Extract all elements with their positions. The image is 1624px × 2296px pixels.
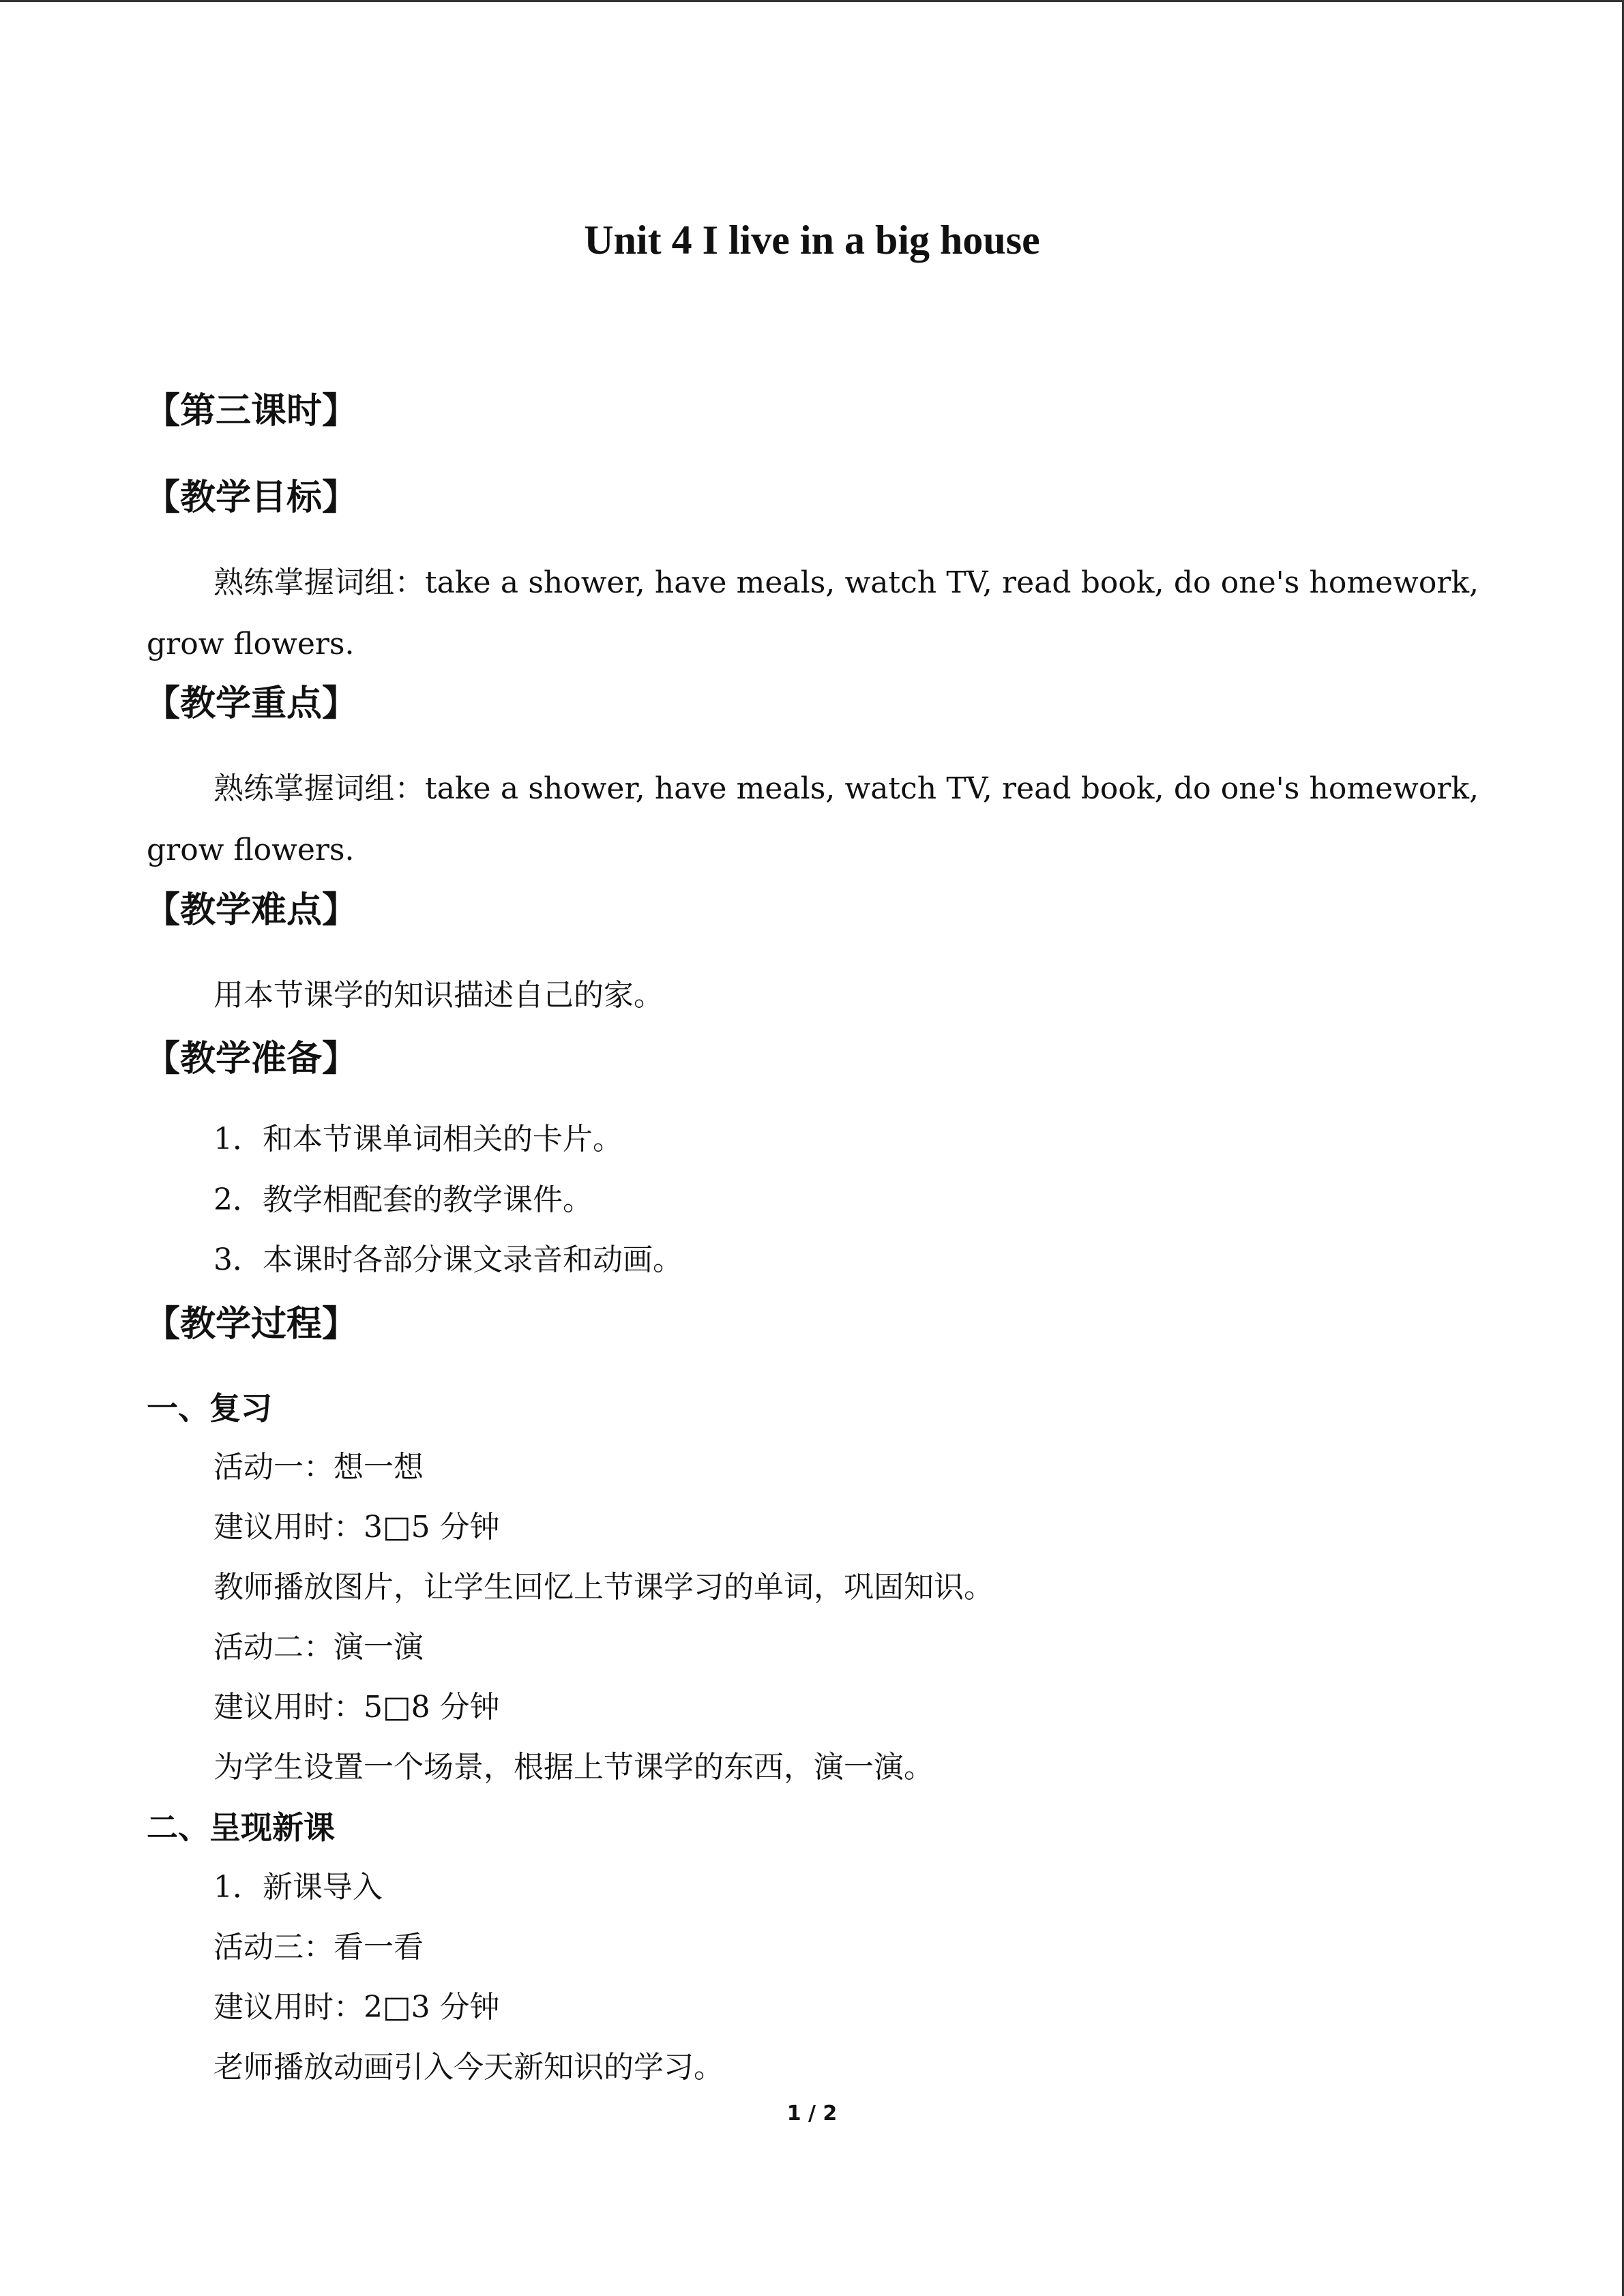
review-section-title: 一、复习: [147, 1390, 272, 1427]
review-line: 活动一：想一想: [213, 1450, 424, 1485]
page-number: 1 / 2: [786, 2102, 838, 2126]
preparation-item: 2．教学相配套的教学课件。: [213, 1182, 593, 1217]
objectives-heading: 【教学目标】: [145, 477, 358, 518]
new-lesson-line: 建议用时：2□3 分钟: [213, 1990, 500, 2025]
objectives-text: 熟练掌握词组：take a shower, have meals, watch TV, read book, do one's homework, grow flowers.: [147, 565, 1479, 661]
preparation-heading: 【教学准备】: [145, 1039, 358, 1079]
key-points-heading: 【教学重点】: [145, 683, 358, 724]
page-border-top: [0, 0, 1624, 2]
preparation-item: 3．本课时各部分课文录音和动画。: [213, 1242, 683, 1277]
review-line: 活动二：演一演: [213, 1630, 424, 1665]
new-lesson-line: 1．新课导入: [213, 1870, 383, 1905]
lesson-label: 【第三课时】: [145, 391, 358, 432]
new-lesson-line: 活动三：看一看: [213, 1930, 424, 1965]
process-heading: 【教学过程】: [145, 1304, 358, 1345]
review-line: 教师播放图片，让学生回忆上节课学习的单词，巩固知识。: [213, 1570, 994, 1605]
review-line: 为学生设置一个场景，根据上节课学的东西，演一演。: [213, 1750, 934, 1785]
difficulties-text: 用本节课学的知识描述自己的家。: [213, 978, 664, 1013]
key-points-text: 熟练掌握词组：take a shower, have meals, watch TV, read book, do one's homework, grow flowers.: [147, 771, 1479, 867]
difficulties-heading: 【教学难点】: [145, 890, 358, 931]
preparation-item: 1．和本节课单词相关的卡片。: [213, 1122, 623, 1157]
review-line: 建议用时：3□5 分钟: [213, 1510, 500, 1545]
new-lesson-section-title: 二、呈现新课: [147, 1809, 335, 1846]
review-line: 建议用时：5□8 分钟: [213, 1690, 500, 1725]
document-title: Unit 4 I live in a big house: [584, 218, 1040, 263]
new-lesson-line: 老师播放动画引入今天新知识的学习。: [213, 2050, 724, 2085]
